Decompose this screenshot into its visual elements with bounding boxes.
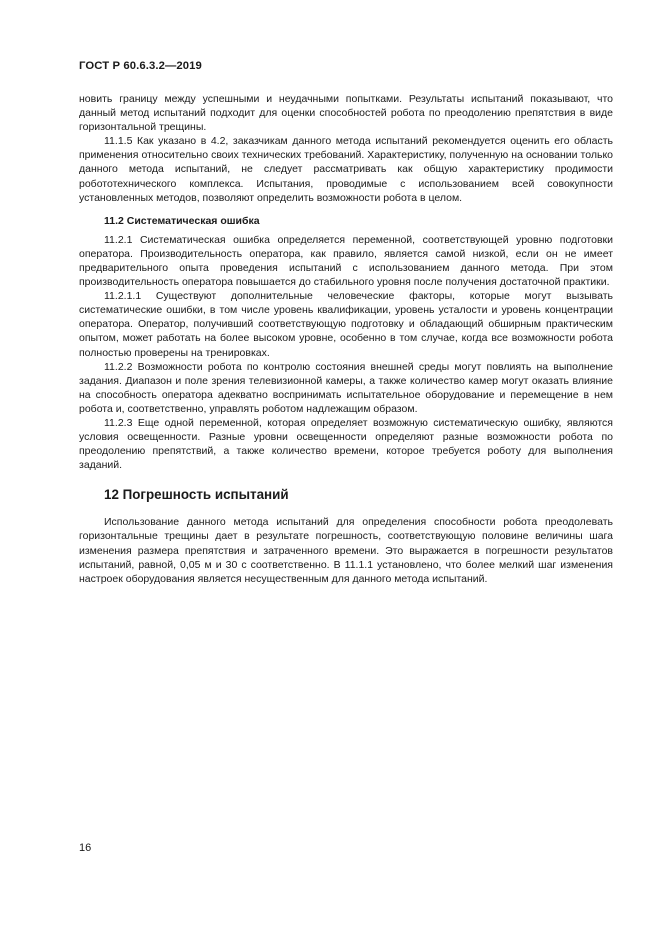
page-body <box>79 92 613 586</box>
paragraph-11-2-3: 11.2.3 Еще одной переменной, которая определяет возможную систематическую ошибку, являются условия освещенности. Разные уровни освещенности определяют разные возможности робота по преодолению препятствий, а также количество времени, которое требуется роботу для выполнения заданий. <box>79 416 613 472</box>
page-number: 16 <box>79 842 92 854</box>
paragraph-12: Использование данного метода испытаний для определения способности робота преодолевать горизонтальные трещины дает в результате погрешность, соответствующую половине величины шага изменения размера препятствия и затраченного времени. Это выражается в погрешности результатов испытаний, равной, 0,05 м и 30 с соответственно. В 11.1.1 установлено, что более мелкий шаг изменения настроек оборудования является несущественным для данного метода испытаний. <box>79 516 613 585</box>
paragraph-11-1-5: 11.1.5 Как указано в 4.2, заказчикам данного метода испытаний рекомендуется оценить его область применения относительно своих технических требований. Характеристику, полученную на основании только данного метода испытаний, не следует рассматривать как общую характеристику продимости робототехнического комплекса. Испытания, проводимые с использованием всей совокупности установленных методов, позволяют определить возможности робота в целом. <box>79 135 613 204</box>
paragraph-continuation: новить границу между успешными и неудачными попытками. Результаты испытаний показывают, что данный метод испытаний подходит для оценки способностей робота по преодолению препятствия в виде горизонтальной трещины. <box>79 93 613 134</box>
paragraph-11-2-2: 11.2.2 Возможности робота по контролю состояния внешней среды могут повлиять на выполнение задания. Диапазон и поле зрения телевизионной камеры, а также количество камер могут оказать влияние на способность оператора адекватно воспринимать испытательное оборудование и перемещение в нем робота и, соответственно, управлять роботом надлежащим образом. <box>79 360 613 415</box>
section-title-12: 12 Погрешность испытаний <box>104 487 289 503</box>
paragraph-11-2-1-1: 11.2.1.1 Существуют дополнительные человеческие факторы, которые могут вызывать систематические ошибки, в том числе уровень квалификации, уровень усталости и уровень концентрации оператора. Оператор, получивший соответствующую подготовку и обладающий обширным практическим опытом, может работать на более высоком уровне, особенно в том случае, когда все возможности робота полностью проверены на тренировках. <box>79 290 613 359</box>
subsection-title-11-2: 11.2 Систематическая ошибка <box>104 214 260 227</box>
paragraph-11-2-1: 11.2.1 Систематическая ошибка определяется переменной, соответствующей уровню подготовки оператора. Производительность оператора, как правило, является самой низкой, если он не имеет предварительного опыта проведения испытаний с использованием данного метода. При этом производительность оператора повышается до стабильного уровня после получения достаточной практики. <box>79 233 613 289</box>
standard-code-header: ГОСТ Р 60.6.3.2—2019 <box>79 60 202 72</box>
